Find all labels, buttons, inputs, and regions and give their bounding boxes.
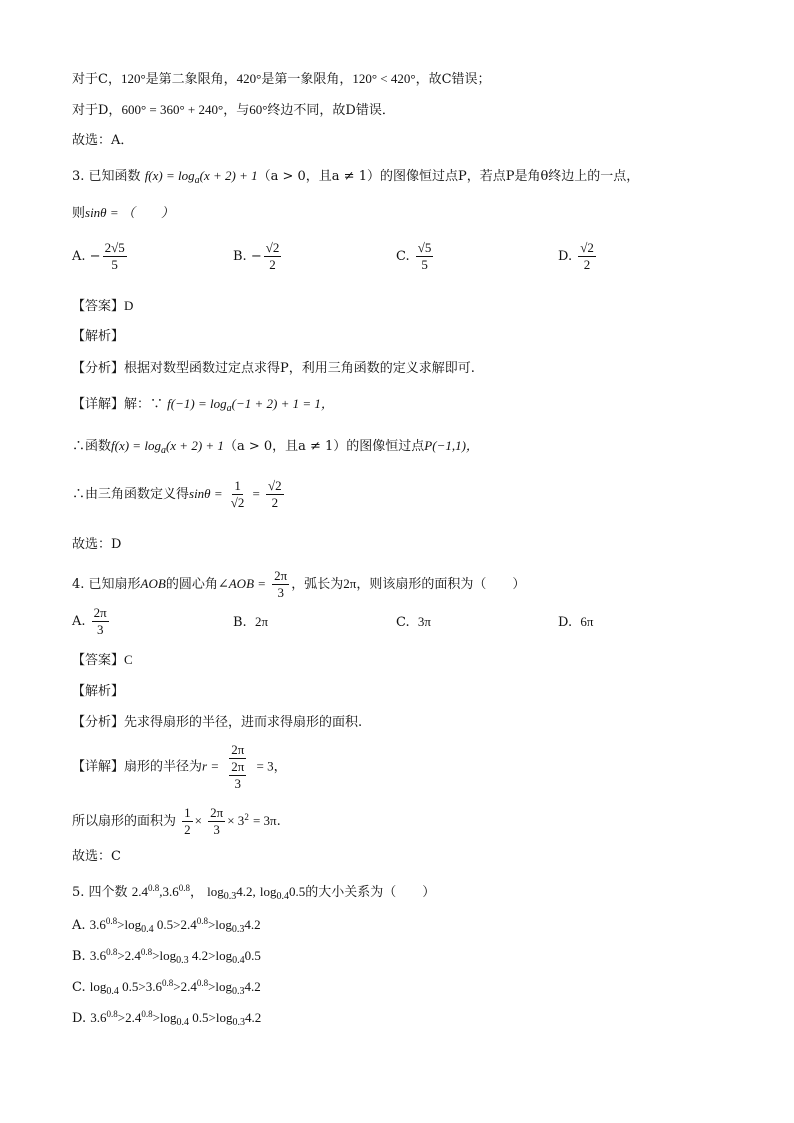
prev-d-line: 对于D，600° = 360° + 240°，与60°终边不同，故D错误． <box>72 102 395 118</box>
q3-analysis-tag: 【解析】 <box>72 329 125 344</box>
q4-option-b: B. 2π <box>233 614 269 630</box>
q3-so-line: ∴函数$f(x) = \log_a(x + 2) + 1(a > 0$，且a ≠ 1）的图像恒过点P(−1,1)， <box>72 438 479 456</box>
q4-option-c: C. 3π <box>396 614 431 630</box>
exponent: 0.8 <box>106 1009 118 1019</box>
q3-option-d: D. $\frac{√2}{2}$ <box>558 240 594 272</box>
exponent: 0.8 <box>161 978 174 988</box>
log-base: 0.4 <box>106 986 119 997</box>
log-base: 0.3 <box>176 955 189 966</box>
q4-detail: 【详解】扇形的半径为r = $\frac{2\pi}{\frac{2\pi}{3}}$ = 3， <box>72 742 287 791</box>
q4-area: 所以扇形的面积为 $\frac{1}{2}$ × $\frac{2\pi}{3}$ × $3^2 = 3\pi$. <box>72 805 281 837</box>
q4-analysis-tag: 【解析】 <box>72 684 125 699</box>
exponent: 0.8 <box>140 947 153 957</box>
q5-option-a: A. $3.6^{0.8}>\log_{0.4}$ $0.5>2.4^{0.8}>\log_{0.3}4.2$ <box>72 916 261 935</box>
q3-answer: 【答案】D <box>72 298 134 314</box>
q5-option-b: B. $3.6^{0.8}>2.4^{0.8}>\log_{0.3}$ $4.2>\log_{0.4}0.5$ <box>72 947 261 966</box>
q4-option-d: D. 6π <box>558 614 594 630</box>
q3-stem-2: 则sinθ = （ ） <box>72 205 174 221</box>
q4-stem: 4. 已知扇形AOB的圆心角∠AOB = $\frac{2\pi}{3}$ ，弧长为2π，则该扇形的面积为（ ） <box>72 568 526 600</box>
prev-c-line: 对于C，120°是第二象限角，420°是第一象限角，120° < 420°，故C错误； <box>72 71 491 87</box>
q4-answer: 【答案】C <box>72 652 133 668</box>
q3-option-c: C. $\frac{√5}{5}$ <box>396 240 432 272</box>
q4-fenxi: 【分析】先求得扇形的半径，进而求得扇形的面积. <box>72 715 363 730</box>
q3-fenxi: 【分析】根据对数型函数过定点求得P，利用三角函数的定义求解即可. <box>72 361 475 376</box>
q5-option-d: D. $3.6^{0.8}>2.4^{0.8}>\log_{0.4}$ $0.5>\log_{0.3}4.2$ <box>72 1009 262 1028</box>
q4-final: 故选：C <box>72 849 121 864</box>
log-base: 0.3 <box>232 986 245 997</box>
q3-stem: 3. 已知函数 $f(x) = \log_a(x + 2) + 1(a > 0$，且a ≠ 1）的图像恒过点P，若点P是角θ终边上的一点， <box>72 168 640 186</box>
q5-stem: 5. 四个数 $2.4^{0.8},3.6^{0.8}$， $\log_{0.3}4.2$, $\log_{0.4}0.5$的大小关系为（ ） <box>72 883 436 902</box>
exponent: 0.8 <box>105 916 118 926</box>
prev-answer: 故选：A． <box>72 133 134 148</box>
q5-option-c: C. $\log_{0.4} 0.5>3.6^{0.8}>2.4^{0.8}>\log_{0.3}4.2$ <box>72 978 261 997</box>
log-base: 0.4 <box>232 955 245 966</box>
q3-option-a: A. − $\frac{2√5}{5}$ <box>72 240 125 272</box>
exponent: 0.8 <box>106 947 118 957</box>
q3-tri-line: ∴由三角函数定义得sinθ = $\frac{1}{√2}$ = $\frac{√2}{2}$ <box>72 478 282 510</box>
q3-option-b: B. − $\frac{√2}{2}$ <box>233 240 280 272</box>
q3-detail: 【详解】解：∵ $f(-1) = \log_a(-1 + 2) + 1 = 1$， <box>72 396 334 414</box>
exponent: 0.8 <box>196 978 209 988</box>
log-base: 0.4 <box>176 1017 190 1028</box>
exponent: 0.8 <box>196 916 208 926</box>
log-base: 0.4 <box>141 924 154 935</box>
q4-option-a: A. $\frac{2\pi}{3}$ <box>72 605 107 637</box>
log-base: 0.3 <box>231 924 245 935</box>
q3-final: 故选：D <box>72 537 122 552</box>
exponent: 0.8 <box>141 1009 153 1019</box>
log-base: 0.3 <box>232 1017 245 1028</box>
